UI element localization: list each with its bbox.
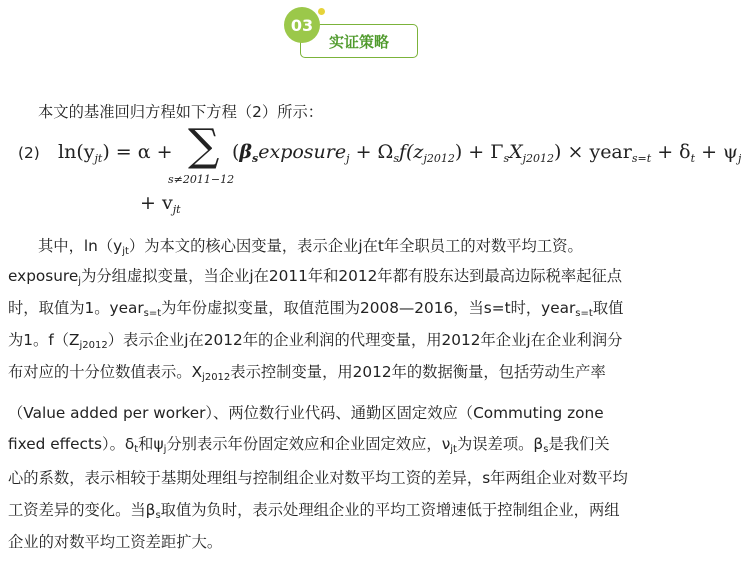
summation-symbol: ∑ <box>188 120 220 171</box>
paragraph-line: fixed effects）。$\delta_t$和$\psi_j$分别表示年份固定效应和企业固定效应，$\nu_{jt}$为误差项。$\beta_s$是我们关 <box>8 435 610 455</box>
equation-line-2: + $v_{jt}$ <box>140 192 181 216</box>
paragraph-line: exposure$_j$为分组虚拟变量，当企业j在2011年和2012年都有股东达到最高边际税率起征点 <box>8 267 623 287</box>
intro-text: 本文的基准回归方程如下方程（2）所示： <box>38 103 324 121</box>
section-number-badge <box>284 7 320 43</box>
section-number: 03 <box>290 15 314 35</box>
equation-lhs: $\ln(y_{jt}) = \alpha$ + <box>58 141 173 165</box>
paragraph-line: 为1。$f(Z_{j2012})$表示企业j在2012年的企业利润的代理变量，用2012年企业j在企业利润分 <box>8 331 623 351</box>
summation-index: s≠2011−12 <box>168 173 235 186</box>
paragraph-line: （Value added per worker）、两位数行业代码、通勤区固定效应（Commuting zone <box>8 404 604 422</box>
section-title: 实证策略 <box>328 32 389 51</box>
paragraph-line: 企业的对数平均工资差距扩大。 <box>8 533 223 551</box>
paragraph-line: 时，取值为1。year$_{s=t}$为年份虚拟变量，取值范围为2008—2016，当s=t时，year$_{s=t}$取值 <box>8 299 624 319</box>
paragraph-line: 其中，$\ln(y_{jt})$为本文的核心因变量，表示企业j在t年全职员工的对数平均工资。 <box>38 237 583 257</box>
badge-dot-decoration <box>318 8 325 15</box>
paragraph-line: 心的系数，表示相较于基期处理组与控制组企业对数平均工资的差异，s年两组企业对数平均 <box>8 469 628 487</box>
paragraph-line: 布对应的十分位数值表示。$X_{j2012}$表示控制变量，用2012年的数据衡量，包括劳动生产率 <box>8 363 606 383</box>
equation-rhs: $(\beta_sexposure_j + \Omega_sf(z_{j2012}) + \Gamma_sX_{j2012})$ × year$_{s=t}$ + $\delta_t + \psi$ <box>232 141 738 165</box>
equation-number: (2) <box>18 144 40 162</box>
paragraph-line: 工资差异的变化。当$\beta_s$取值为负时，表示处理组企业的平均工资增速低于控制组企业，两组 <box>8 501 620 521</box>
